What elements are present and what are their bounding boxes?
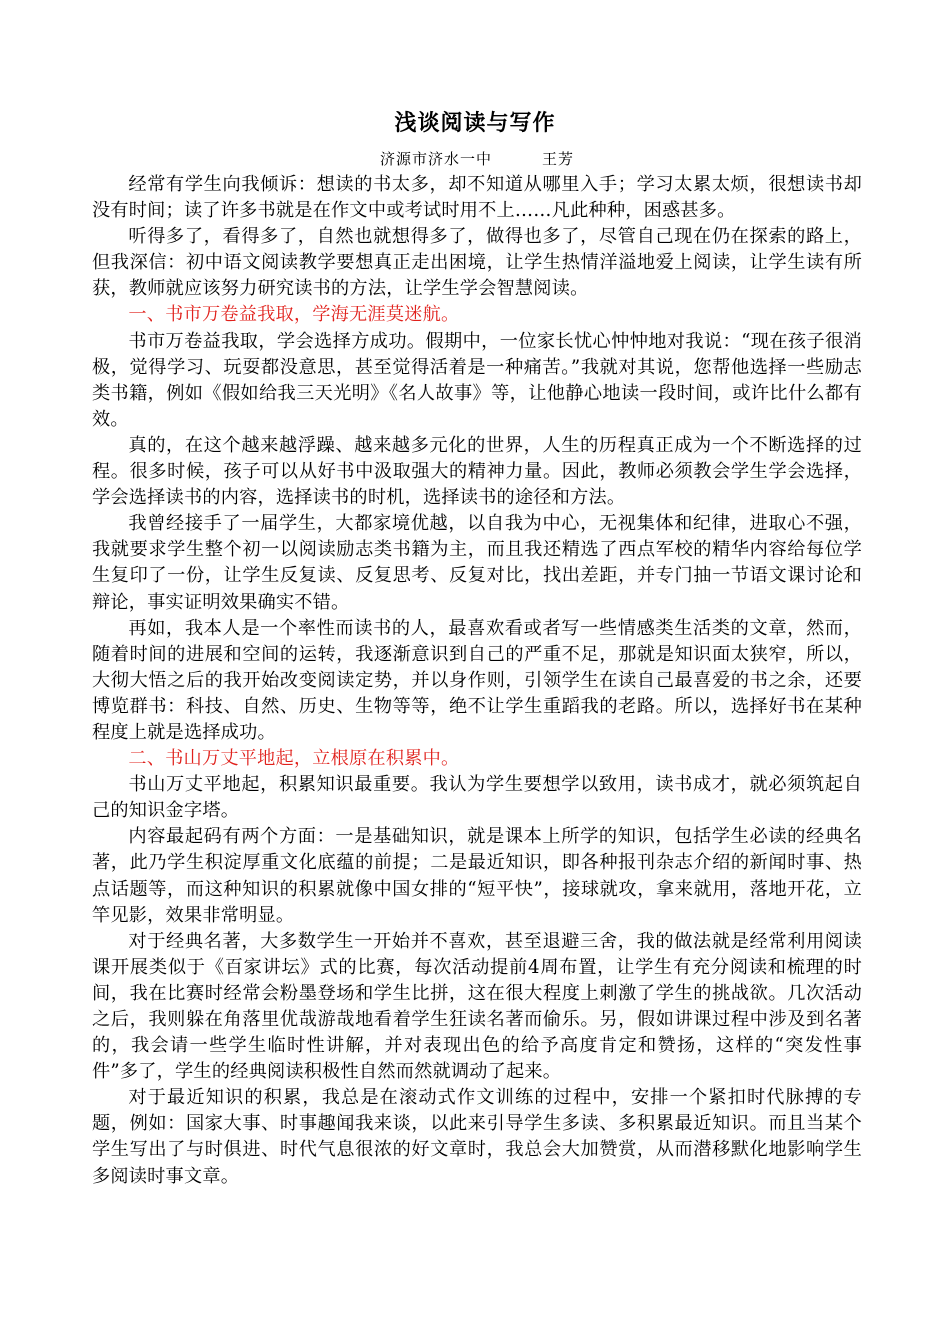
paragraph: 真的，在这个越来越浮躁、越来越多元化的世界，人生的历程真正成为一个不断选择的过程。很多时候，孩子可以从好书中汲取强大的精神力量。因此，教师必须教会学生学会选择，学会选择读书的内容，选择读书的时机，选择读书的途径和方法。 bbox=[92, 434, 862, 509]
section-heading: 一、书市万卷益我取，学海无涯莫迷航。 bbox=[128, 304, 460, 326]
document-title: 浅谈阅读与写作 bbox=[394, 111, 556, 136]
paragraph: 内容最起码有两个方面：一是基础知识，就是课本上所学的知识，包括学生必读的经典名著，此乃学生积淀厚重文化底蕴的前提；二是最近知识，即各种报刊杂志介绍的新闻时事、热点话题等，而这种知识的积累就像中国女排的“短平快”，接球就攻，拿来就用，落地开花，立竿见影，效果非常明显。 bbox=[92, 826, 862, 926]
author-affiliation: 济源市济水一中 bbox=[380, 150, 493, 168]
document-body bbox=[92, 172, 862, 1190]
paragraph: 对于最近知识的积累，我总是在滚动式作文训练的过程中，安排一个紧扣时代脉搏的专题，例如：国家大事、时事趣闻我来谈，以此来引导学生多读、多积累最近知识。而且当某个学生写出了与时俱进、时代气息很浓的好文章时，我总会大加赞赏，从而潜移默化地影响学生多阅读时事文章。 bbox=[92, 1087, 862, 1187]
paragraph: 书市万卷益我取，学会选择方成功。假期中，一位家长忧心忡忡地对我说：“现在孩子很消极，觉得学习、玩耍都没意思，甚至觉得活着是一种痛苦。”我就对其说，您帮他选择一些励志类书籍，例如《假如给我三天光明》《名人故事》等，让他静心地读一段时间，或许比什么都有效。 bbox=[92, 330, 862, 430]
paragraph: 我曾经接手了一届学生，大都家境优越，以自我为中心，无视集体和纪律，进取心不强，我就要求学生整个初一以阅读励志类书籍为主，而且我还精选了西点军校的精华内容给每位学生复印了一份，让学生反复读、反复思考、反复对比，找出差距，并专门抽一节语文课讨论和辩论，事实证明效果确实不错。 bbox=[92, 513, 862, 613]
author-name: 王芳 bbox=[542, 150, 575, 168]
paragraph: 再如，我本人是一个率性而读书的人，最喜欢看或者写一些情感类生活类的文章，然而，随着时间的进展和空间的运转，我逐渐意识到自己的严重不足，那就是知识面太狭窄，所以，大彻大悟之后的我开始改变阅读定势，并以身作则，引领学生在读自己最喜爱的书之余，还要博览群书：科技、自然、历史、生物等等，绝不让学生重蹈我的老路。所以，选择好书在某种程度上就是选择成功。 bbox=[92, 617, 862, 743]
paragraph: 经常有学生向我倾诉：想读的书太多，却不知道从哪里入手；学习太累太烦，很想读书却没有时间；读了许多书就是在作文中或考试时用不上……凡此种种，困惑甚多。 bbox=[92, 174, 862, 222]
paragraph: 对于经典名著，大多数学生一开始并不喜欢，甚至退避三舍，我的做法就是经常利用阅读课开展类似于《百家讲坛》式的比赛，每次活动提前4周布置，让学生有充分阅读和梳理的时间，我在比赛时经常会粉墨登场和学生比拼，这在很大程度上刺激了学生的挑战欲。几次活动之后，我则躲在角落里优哉游哉地看着学生狂读名著而偷乐。另，假如讲课过程中涉及到名著的，我会请一些学生临时性讲解，并对表现出色的给予高度肯定和赞扬，这样的“突发性事件”多了，学生的经典阅读积极性自然而然就调动了起来。 bbox=[92, 930, 862, 1083]
byline bbox=[380, 148, 574, 170]
paragraph: 听得多了，看得多了，自然也就想得多了，做得也多了，尽管自己现在仍在探索的路上，但我深信：初中语文阅读教学要想真正走出困境，让学生热情洋溢地爱上阅读，让学生读有所获，教师就应该努力研究读书的方法，让学生学会智慧阅读。 bbox=[92, 226, 862, 300]
paragraph: 书山万丈平地起，积累知识最重要。我认为学生要想学以致用，读书成才，就必须筑起自己的知识金字塔。 bbox=[92, 774, 862, 822]
section-heading: 二、书山万丈平地起，立根原在积累中。 bbox=[128, 748, 460, 770]
